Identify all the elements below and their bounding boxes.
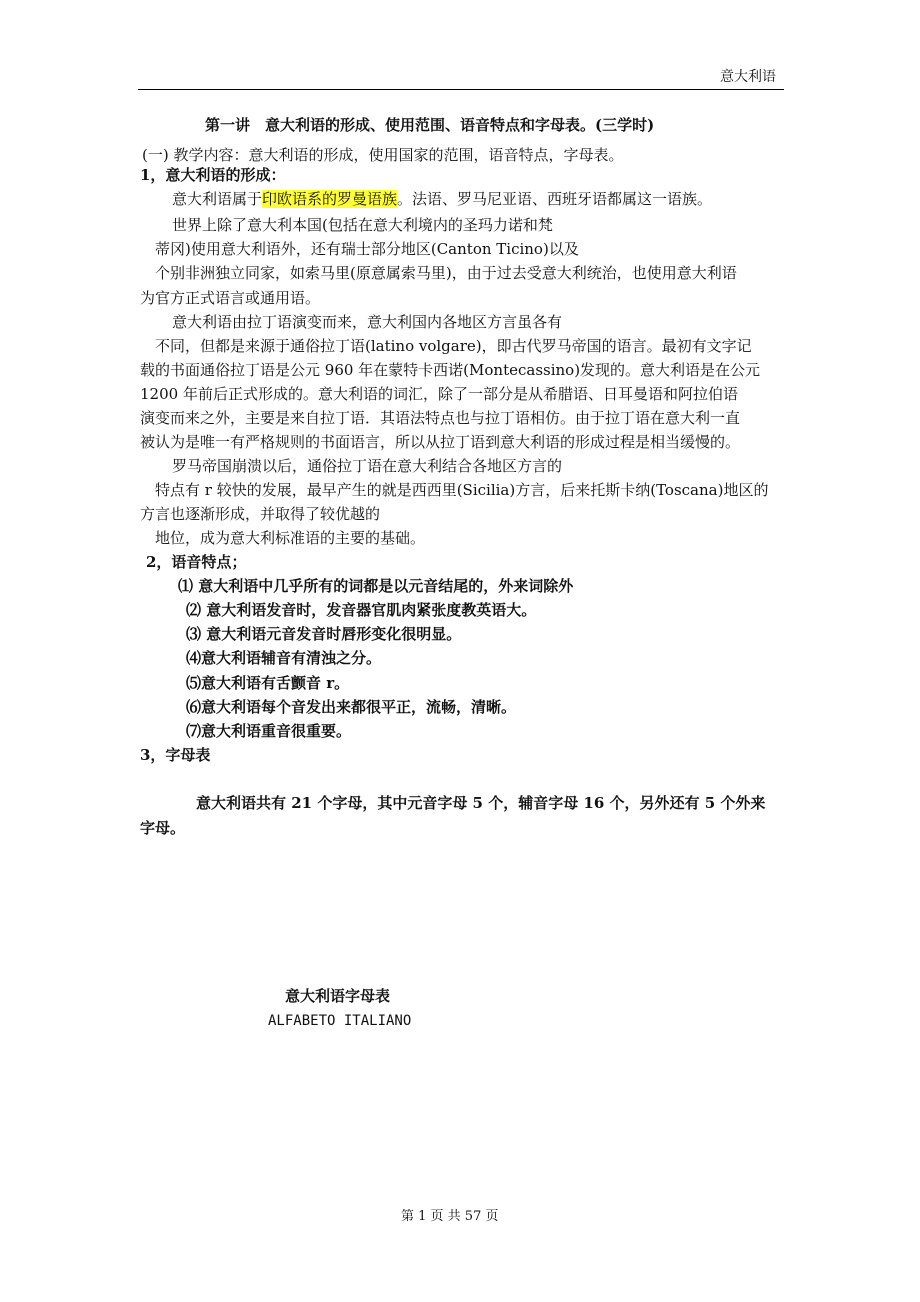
p1-after: 。法语、罗马尼亚语、西班牙语都属这一语族。 <box>397 190 713 208</box>
highlighted-term: 印欧语系的罗曼语族 <box>262 190 398 208</box>
header-rule <box>138 89 784 90</box>
p4-line-3: 方言也逐渐形成，并取得了较优越的 <box>140 505 381 523</box>
running-title: 意大利语 <box>720 69 776 85</box>
lecture-title: 第一讲 意大利语的形成、使用范围、语音特点和字母表。(三学时) <box>205 116 655 134</box>
p3-line-4: 1200 年前后正式形成的。意大利语的词汇，除了一部分是从希腊语、日耳曼语和阿拉伯语 <box>140 385 738 403</box>
p1-before: 意大利语属于 <box>172 190 263 208</box>
alphabet-table-title-cn: 意大利语字母表 <box>285 987 391 1005</box>
phonetic-item: ⑶ 意大利语元音发音时唇形变化很明显。 <box>186 625 462 643</box>
phonetic-item: ⑴ 意大利语中几乎所有的词都是以元音结尾的，外来词除外 <box>178 577 574 595</box>
p2-line-3: 个别非洲独立同家，如索马里(原意属索马里)，由于过去受意大利统治，也使用意大利语 <box>155 264 737 282</box>
section1-heading: 1，意大利语的形成： <box>140 166 286 184</box>
page-number: 第 1 页 共 57 页 <box>401 1209 499 1224</box>
p2-line-4: 为官方正式语言或通用语。 <box>140 289 321 307</box>
content-line: (一) 教学内容：意大利语的形成，使用国家的范围，语音特点，字母表。 <box>142 146 624 164</box>
section3-heading: 3，字母表 <box>140 746 211 764</box>
p2-line-1: 世界上除了意大利本国(包括在意大利境内的圣玛力诺和梵 <box>172 216 553 234</box>
p3-line-3: 载的书面通俗拉丁语是公元 960 年在蒙特卡西诺(Montecassino)发现的。意大利语是在公元 <box>140 361 761 379</box>
p3-line-6: 被认为是唯一有严格规则的书面语言，所以从拉丁语到意大利语的形成过程是相当缓慢的。 <box>140 433 741 451</box>
alphabet-summary-line-1: 意大利语共有 21 个字母，其中元音字母 5 个，辅音字母 16 个，另外还有 5 个外来 <box>196 794 766 812</box>
p3-line-1: 意大利语由拉丁语演变而来，意大利国内各地区方言虽各有 <box>172 313 563 331</box>
section1-paragraph1 <box>172 188 712 210</box>
alphabet-table-title-it: ALFABETO ITALIANO <box>268 1013 412 1029</box>
phonetic-item: ⑸意大利语有舌颤音 r。 <box>186 674 350 692</box>
alphabet-summary-line-2: 字母。 <box>140 819 186 837</box>
p2-line-2: 蒂冈)使用意大利语外，还有瑞士部分地区(Canton Ticino)以及 <box>155 240 579 258</box>
p3-line-2: 不同，但都是来源于通俗拉丁语(latino volgare)，即古代罗马帝国的语言。最初有文字记 <box>155 337 752 355</box>
p3-line-5: 演变而来之外，主要是来自拉丁语．其语法特点也与拉丁语相仿。由于拉丁语在意大利一直 <box>140 409 741 427</box>
p4-line-2: 特点有 r 较快的发展，最早产生的就是西西里(Sicilia)方言，后来托斯卡纳(Toscana)地区的 <box>155 481 769 499</box>
section2-heading: 2，语音特点； <box>146 553 247 571</box>
phonetic-item: ⑺意大利语重音很重要。 <box>186 722 352 740</box>
phonetic-item: ⑵ 意大利语发音时，发音器官肌肉紧张度教英语大。 <box>186 601 537 619</box>
phonetic-item: ⑷意大利语辅音有清浊之分。 <box>186 649 382 667</box>
p4-line-1: 罗马帝国崩溃以后，通俗拉丁语在意大利结合各地区方言的 <box>172 457 563 475</box>
p4-line-4: 地位，成为意大利标准语的主要的基础。 <box>155 529 426 547</box>
phonetic-item: ⑹意大利语每个音发出来都很平正，流畅，清晰。 <box>186 698 517 716</box>
